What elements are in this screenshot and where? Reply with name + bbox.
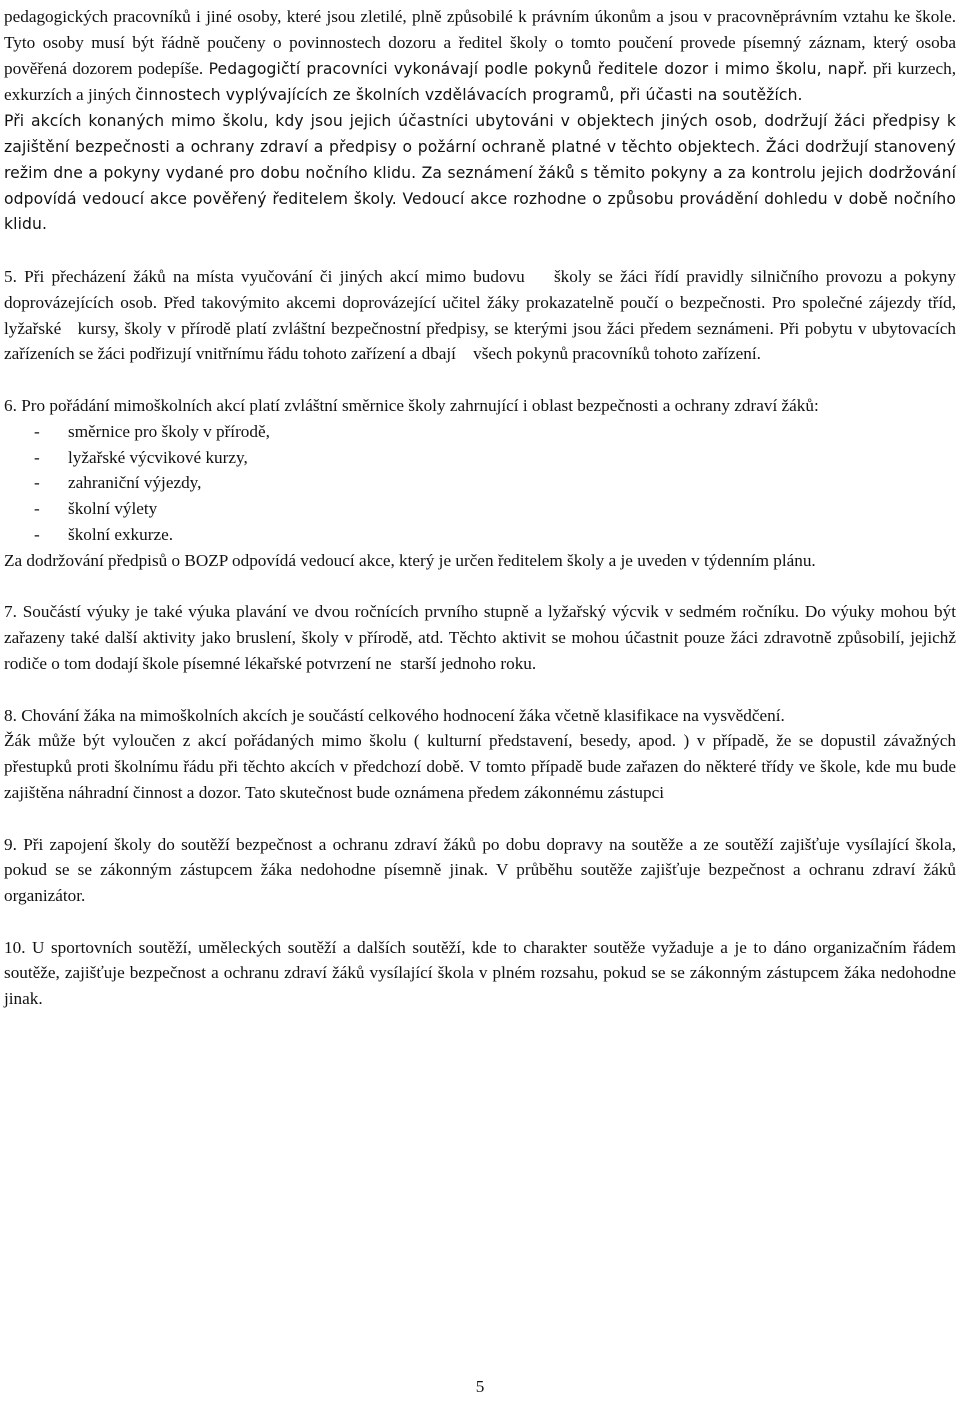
- paragraph-gap: [4, 677, 956, 703]
- paragraph-akce-ubytovani: [4, 109, 956, 238]
- list-dash: -: [34, 447, 40, 467]
- list-item: [4, 522, 956, 548]
- list-item-text: školní výlety: [68, 499, 158, 519]
- text-run: Žáci dodržují stanovený režim dne a pokyny vydané pro dobu nočního klidu. Za seznámení žáků s těmito pokyny a za kontrolu jejich dodržování odpovídá vedoucí akce pověřený ředitelem školy. Vedoucí akce rozhodne o způsobu provádění dohledu v době nočního klidu.: [4, 137, 956, 234]
- paragraph-6: 6. Pro pořádání mimoškolních akcí platí zvláštní směrnice školy zahrnující i oblast bezpečnosti a ochrany zdraví žáků:: [4, 395, 819, 415]
- text-run: pedagogických pracovníků i jiné osoby, které jsou zletilé, plně způsobilé k právním úkonům a jsou v pracovněprávním vztahu ke škole. Tyto osoby musí být řádně poučeny o povinnostech dozoru a ředitel školy o tomto poučení provede písemný záznam, který osoba pověřená dozorem podepíše.: [4, 7, 956, 78]
- paragraph-6-bozp: Za dodržování předpisů o BOZP odpovídá vedoucí akce, který je určen ředitelem školy a je uveden v týdenním plánu.: [4, 550, 816, 570]
- list-dash: -: [34, 524, 40, 544]
- paragraph-8: 8. Chování žáka na mimoškolních akcích je součástí celkového hodnocení žáka včetně klasifikace na vysvědčení.: [4, 705, 785, 725]
- text-run: při kurzech, exkurzích a jiných: [4, 58, 957, 105]
- list-item-text: zahraniční výjezdy,: [68, 473, 202, 493]
- list-item-text: školní exkurze.: [68, 524, 174, 544]
- paragraph-8-vylouceni: Žák může být vyloučen z akcí pořádaných mimo školu ( kulturní představení, besedy, apod. ) v případě, že se dopustil závažných přestupků proti školnímu řádu při těchto akcích v předchozí době. V tomto případě bude zařazen do některé třídy ve škole, kde mu bude zajištěna náhradní činnost a dozor. Tato skutečnost bude oznámena předem zákonnému zástupci: [4, 731, 956, 802]
- paragraph-gap: [4, 909, 956, 935]
- paragraph-gap: [4, 238, 956, 264]
- text-run: Při akcích konaných mimo školu, kdy jsou jejich účastníci ubytováni v objektech jiných osob, dodržují žáci předpisy k zajištění bezpečnosti a ochrany zdraví a předpisy o požární ochraně platné v těchto objektech.: [4, 112, 956, 156]
- list-akce: [4, 419, 956, 548]
- list-dash: -: [34, 499, 40, 519]
- text-run: Pedagogičtí pracovníci vykonávají podle pokynů ředitele dozor i mimo školu, např.: [208, 59, 868, 78]
- page-number: 5: [475, 1377, 485, 1396]
- list-dash: -: [34, 421, 40, 441]
- paragraph-dozor: [4, 4, 956, 109]
- text-run: činnostech vyplývajících ze školních vzdělávacích programů, při účasti na soutěžích.: [135, 86, 803, 105]
- list-item: [4, 419, 956, 445]
- list-item-text: směrnice pro školy v přírodě,: [68, 421, 270, 441]
- list-item: [4, 445, 956, 471]
- paragraph-10: 10. U sportovních soutěží, uměleckých soutěží a dalších soutěží, kde to charakter soutěže vyžaduje a je to dáno organizačním řádem soutěže, zajišťuje bezpečnost a ochranu zdraví žáků vysílající škola v plném rozsahu, pokud se se zákonným zástupcem žáka nedohodne jinak.: [4, 937, 956, 1009]
- list-item: [4, 496, 956, 522]
- list-dash: -: [34, 473, 40, 493]
- paragraph-gap: [4, 367, 956, 393]
- paragraph-9: 9. Při zapojení školy do soutěží bezpečnost a ochranu zdraví žáků po dobu dopravy na soutěže a ze soutěží zajišťuje vysílající škola, pokud se se zákonným zástupcem žáka nedohodne písemně jinak. V průběhu soutěže zajišťuje bezpečnost a ochranu zdraví žáků organizátor.: [4, 834, 956, 906]
- list-item-text: lyžařské výcvikové kurzy,: [68, 447, 248, 467]
- paragraph-gap: [4, 806, 956, 832]
- paragraph-7: 7. Součástí výuky je také výuka plavání ve dvou ročnících prvního stupně a lyžařský výcvik v sedmém ročníku. Do výuky mohou být zařazeny také další aktivity jako bruslení, školy v přírodě, atd. Těchto aktivit se mohou účastnit pouze žáci zdravotně způsobilí, jejichž rodiče o tom dodají škole písemné lékařské potvrzení ne starší jednoho roku.: [4, 602, 960, 673]
- paragraph-gap: [4, 574, 956, 600]
- list-item: [4, 470, 956, 496]
- paragraph-5: 5. Při přecházení žáků na místa vyučování či jiných akcí mimo budovu školy se žáci řídí pravidly silničního provozu a pokyny doprovázejících osob. Před takovýmito akcemi doprovázející učitel žáky prokazatelně poučí o bezpečnosti. Pro společné zájezdy tříd, lyžařské kursy, školy v přírodě platí zvláštní bezpečnostní předpisy, se kterými jsou žáci předem seznámeni. Při pobytu v ubytovacích zařízeních se žáci podřizují vnitřnímu řádu tohoto zařízení a dbají všech pokynů pracovníků tohoto zařízení.: [4, 266, 960, 364]
